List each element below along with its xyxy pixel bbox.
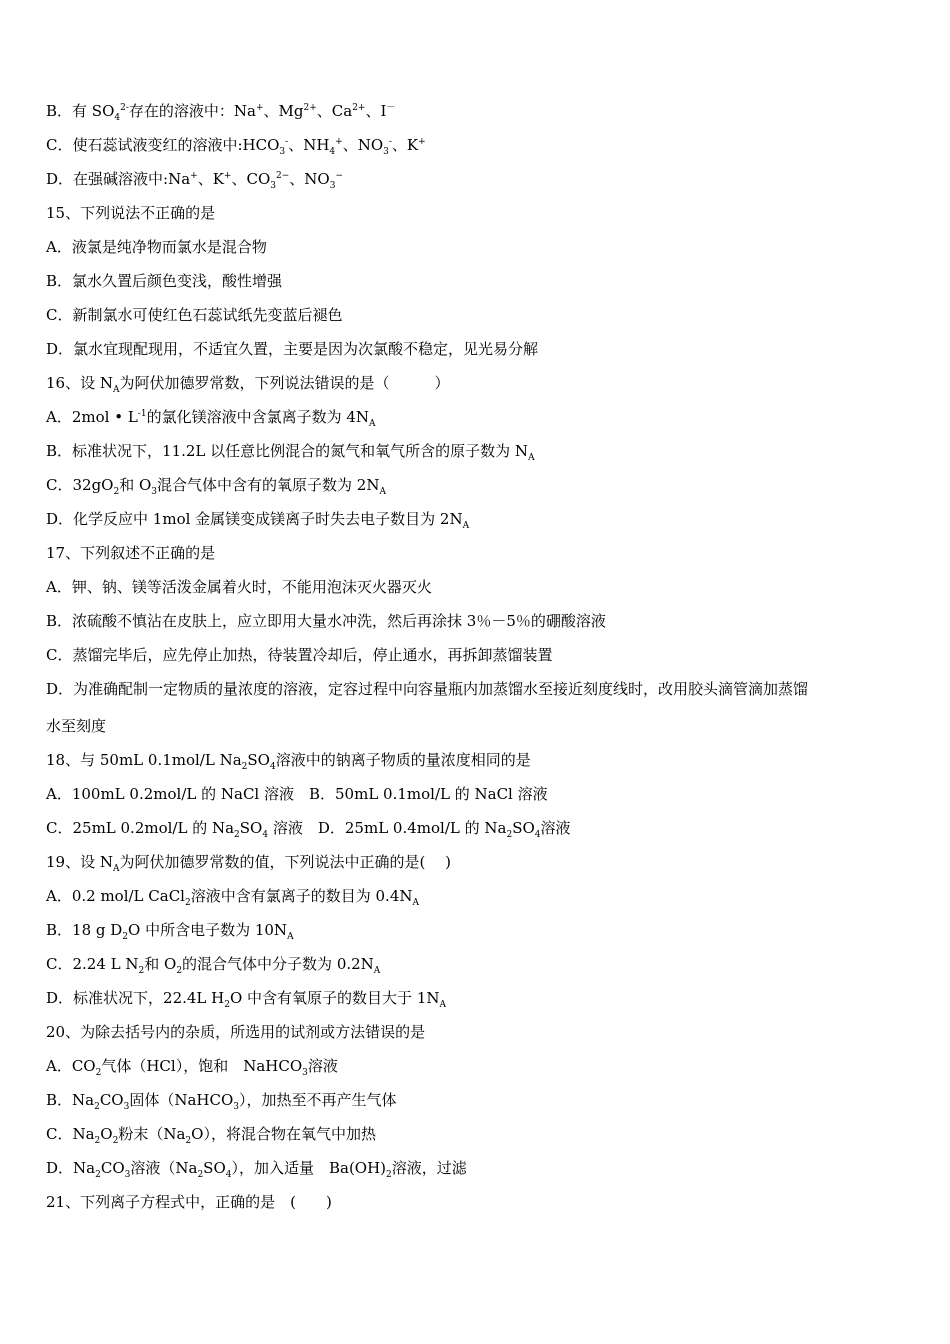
q19-option-a bbox=[46, 885, 910, 907]
text-segment: CO bbox=[99, 1091, 124, 1109]
text-segment: - bbox=[285, 137, 289, 147]
text-segment: 、I bbox=[365, 102, 387, 120]
q18-options-cd bbox=[46, 817, 910, 839]
text-segment: B．18 g D bbox=[46, 921, 123, 939]
q17-option-b bbox=[46, 610, 910, 632]
text-segment: A．液氯是纯净物而氯水是混合物 bbox=[46, 238, 267, 256]
q16-option-b bbox=[46, 440, 910, 462]
text-segment: O 中所含电子数为 10N bbox=[128, 921, 288, 939]
text-segment: 溶液中含有氯离子的数目为 0.4N bbox=[190, 887, 413, 905]
text-segment: + bbox=[418, 137, 426, 147]
text-segment: 2 bbox=[122, 932, 129, 942]
text-segment: 2 bbox=[138, 966, 145, 976]
text-segment: 化学反应中 1mol 金属镁变成镁离子时失去电子数目为 2N bbox=[73, 510, 463, 528]
text-segment: 2+ bbox=[303, 103, 317, 113]
text-segment: A bbox=[373, 966, 381, 976]
text-segment: C．25mL 0.2mol/L 的 Na bbox=[46, 819, 235, 837]
text-segment: D．Na bbox=[46, 1159, 96, 1177]
text-segment: 、K bbox=[197, 170, 224, 188]
text-segment: 、Ca bbox=[316, 102, 353, 120]
question-18 bbox=[46, 749, 910, 771]
text-segment: A bbox=[439, 1000, 446, 1010]
text-segment: 20、为除去括号内的杂质，所选用的试剂或方法错误的是 bbox=[46, 1023, 426, 1041]
text-segment: A bbox=[379, 487, 386, 497]
text-segment: 2 bbox=[176, 966, 183, 976]
q20-option-b bbox=[46, 1089, 910, 1111]
text-segment: 2 bbox=[113, 487, 120, 497]
text-segment: 2 bbox=[95, 1068, 102, 1078]
text-segment: 、NO bbox=[342, 136, 384, 154]
q17-option-d bbox=[46, 678, 910, 700]
text-segment: 2- bbox=[120, 103, 129, 113]
text-segment: A bbox=[112, 385, 120, 395]
text-segment: 15、下列说法不正确的是 bbox=[46, 204, 216, 222]
q15-option-c bbox=[46, 304, 910, 326]
text-segment: 2− bbox=[275, 171, 290, 181]
text-segment: C．Na bbox=[46, 1125, 95, 1143]
text-segment: 溶液中的钠离子物质的量浓度相同的是 bbox=[275, 751, 531, 769]
text-segment: SO bbox=[512, 819, 535, 837]
text-segment: 4 bbox=[269, 762, 276, 772]
text-segment: 2 bbox=[224, 1000, 230, 1010]
text-segment: − bbox=[335, 171, 343, 181]
question-20 bbox=[46, 1021, 910, 1043]
text-segment: 4 bbox=[114, 113, 121, 123]
text-segment: A bbox=[528, 453, 535, 463]
text-segment: 的混合气体中分子数为 0.2N bbox=[182, 955, 374, 973]
text-segment: ），加热至不再产生气体 bbox=[239, 1091, 397, 1109]
option-d-strong-base bbox=[46, 168, 910, 190]
text-segment: 、CO bbox=[231, 170, 271, 188]
text-segment: A．CO bbox=[46, 1057, 96, 1075]
text-segment: 在强碱溶液中:Na bbox=[73, 170, 191, 188]
text-segment: C． bbox=[46, 136, 73, 154]
text-segment: SO bbox=[239, 819, 263, 837]
text-segment: D．氯水宜现配现用，不适宜久置，主要是因为次氯酸不稳定，见光易分解 bbox=[46, 340, 539, 358]
text-segment: 、NH bbox=[288, 136, 330, 154]
text-segment: 2 bbox=[197, 1170, 204, 1180]
q17-option-a bbox=[46, 576, 910, 598]
text-segment: 、Mg bbox=[263, 102, 304, 120]
text-segment: 、NO bbox=[289, 170, 330, 188]
text-segment: C．新制氯水可使红色石蕊试纸先变蓝后褪色 bbox=[46, 306, 343, 324]
q16-option-d bbox=[46, 508, 910, 530]
text-segment: － bbox=[386, 103, 396, 113]
text-segment: D．为准确配制一定物质的量浓度的溶液，定容过程中向容量瓶内加蒸馏水至接近刻度线时，改用胶头滴管滴加蒸馏 bbox=[46, 680, 809, 698]
q15-option-a bbox=[46, 236, 910, 258]
text-segment: 2 bbox=[185, 898, 191, 908]
question-19 bbox=[46, 851, 910, 873]
text-segment: 水至刻度 bbox=[46, 717, 107, 735]
text-segment: 3 bbox=[124, 1170, 131, 1180]
q18-options-ab bbox=[46, 783, 910, 805]
text-segment: 2 bbox=[241, 762, 248, 772]
q16-option-a bbox=[46, 406, 910, 428]
q17-option-d-continued bbox=[46, 715, 910, 737]
text-segment: 的氯化镁溶液中含氯离子数为 4N bbox=[146, 408, 370, 426]
option-b-sulfate-ions bbox=[46, 100, 910, 122]
text-segment: A bbox=[369, 419, 376, 429]
text-segment: 2 bbox=[506, 830, 513, 840]
text-segment: 为阿伏加德罗常数的值，下列说法中正确的是( ) bbox=[119, 853, 451, 871]
text-segment: C．蒸馏完毕后，应先停止加热，待装置冷却后，停止通水，再拆卸蒸馏装置 bbox=[46, 646, 553, 664]
q15-option-d bbox=[46, 338, 910, 360]
text-segment: 19、设 N bbox=[46, 853, 113, 871]
text-segment: 溶液 bbox=[307, 1057, 338, 1075]
text-segment: B．氯水久置后颜色变浅，酸性增强 bbox=[46, 272, 283, 290]
text-segment: B．浓硫酸不慎沾在皮肤上，应立即用大量水冲洗，然后再涂抹 3％－5％的硼酸溶液 bbox=[46, 612, 606, 630]
text-segment: B． bbox=[46, 442, 73, 460]
text-segment: 2 bbox=[94, 1102, 100, 1112]
q19-option-b bbox=[46, 919, 910, 941]
text-segment: 4 bbox=[534, 830, 541, 840]
option-c-litmus-red bbox=[46, 134, 910, 156]
text-segment: O 中含有氧原子的数目大于 1N bbox=[229, 989, 440, 1007]
q15-option-b bbox=[46, 270, 910, 292]
text-segment: A bbox=[112, 864, 120, 874]
text-segment: A bbox=[412, 898, 419, 908]
text-segment: 固体（NaHCO bbox=[129, 1091, 234, 1109]
text-segment: 3 bbox=[383, 147, 389, 157]
q16-option-c bbox=[46, 474, 910, 496]
text-segment: 溶液，过滤 bbox=[391, 1159, 467, 1177]
text-segment: + bbox=[190, 171, 198, 181]
question-17 bbox=[46, 542, 910, 564]
question-21 bbox=[46, 1191, 910, 1213]
text-segment: 2 bbox=[95, 1170, 101, 1180]
question-15 bbox=[46, 202, 910, 224]
text-segment: A．0.2 mol/L CaCl bbox=[46, 887, 185, 905]
text-segment: A bbox=[462, 521, 470, 531]
text-segment: 2 bbox=[94, 1136, 101, 1146]
text-segment: 17、下列叙述不正确的是 bbox=[46, 544, 216, 562]
q20-option-c bbox=[46, 1123, 910, 1145]
text-segment: 2 bbox=[185, 1136, 192, 1146]
text-segment: + bbox=[335, 137, 343, 147]
text-segment: O），将混合物在氧气中加热 bbox=[191, 1125, 376, 1143]
text-segment: 4 bbox=[329, 147, 336, 157]
q19-option-c bbox=[46, 953, 910, 975]
q19-option-d bbox=[46, 987, 910, 1009]
text-segment: 3 bbox=[123, 1102, 130, 1112]
text-segment: SO bbox=[247, 751, 270, 769]
text-segment: 和 O bbox=[119, 476, 152, 494]
text-segment: 3 bbox=[233, 1102, 240, 1112]
text-segment: 3 bbox=[329, 181, 336, 191]
text-segment: 3 bbox=[302, 1068, 308, 1078]
text-segment: A．100mL 0.2mol/L 的 NaCl 溶液 B．50mL 0.1mol/L 的 NaCl 溶液 bbox=[46, 785, 548, 803]
text-segment: D． bbox=[46, 510, 74, 528]
text-segment: 16、设 N bbox=[46, 374, 113, 392]
text-segment: D．标准状况下，22.4L H bbox=[46, 989, 225, 1007]
text-segment: 18、与 50mL 0.1mol/L Na bbox=[46, 751, 242, 769]
q17-option-c bbox=[46, 644, 910, 666]
text-segment: 4 bbox=[262, 830, 269, 840]
text-segment: 使石蕊试液变红的溶液中:HCO bbox=[72, 136, 280, 154]
text-segment: 3 bbox=[151, 487, 158, 497]
text-segment: 32gO bbox=[72, 476, 114, 494]
text-segment: 21、下列离子方程式中，正确的是 ( ) bbox=[46, 1193, 332, 1211]
text-segment: A．钾、钠、镁等活泼金属着火时，不能用泡沫灭火器灭火 bbox=[46, 578, 432, 596]
text-segment: 气体（HCl），饱和 NaHCO bbox=[101, 1057, 303, 1075]
text-segment: A． bbox=[46, 408, 72, 426]
text-segment: 2mol • L bbox=[71, 408, 138, 426]
text-segment: 4 bbox=[225, 1170, 232, 1180]
text-segment: 有 SO bbox=[72, 102, 115, 120]
text-segment: 混合气体中含有的氧原子数为 2N bbox=[157, 476, 380, 494]
text-segment: 存在的溶液中：Na bbox=[128, 102, 256, 120]
text-segment: + bbox=[223, 171, 232, 181]
text-segment: 2 bbox=[234, 830, 240, 840]
text-segment: 、K bbox=[391, 136, 419, 154]
text-segment: 3 bbox=[279, 147, 286, 157]
text-segment: 粉末（Na bbox=[118, 1125, 186, 1143]
text-segment: C．2.24 L N bbox=[46, 955, 139, 973]
text-segment: 为阿伏加德罗常数，下列说法错误的是（ ） bbox=[119, 374, 450, 392]
text-segment: 2 bbox=[112, 1136, 119, 1146]
text-segment: 溶液 bbox=[540, 819, 571, 837]
text-segment: SO bbox=[203, 1159, 226, 1177]
text-segment: B．Na bbox=[46, 1091, 95, 1109]
text-segment: + bbox=[255, 103, 264, 113]
text-segment: 3 bbox=[270, 181, 276, 191]
text-segment: D． bbox=[46, 170, 74, 188]
text-segment: - bbox=[388, 137, 392, 147]
q20-option-a bbox=[46, 1055, 910, 1077]
text-segment: A bbox=[287, 932, 294, 942]
text-segment: O bbox=[100, 1125, 113, 1143]
text-segment: -1 bbox=[137, 409, 147, 419]
text-segment: 标准状况下，11.2L 以任意比例混合的氮气和氧气所含的原子数为 N bbox=[72, 442, 529, 460]
text-segment: B． bbox=[46, 102, 73, 120]
text-segment: 溶液 D．25mL 0.4mol/L 的 Na bbox=[268, 819, 507, 837]
text-segment: 溶液（Na bbox=[130, 1159, 198, 1177]
text-segment: 2 bbox=[386, 1170, 392, 1180]
question-16 bbox=[46, 372, 910, 394]
text-segment: ），加入适量 Ba(OH) bbox=[231, 1159, 387, 1177]
q20-option-d bbox=[46, 1157, 910, 1179]
text-segment: C． bbox=[46, 476, 73, 494]
text-segment: 2+ bbox=[352, 103, 366, 113]
text-segment: 和 O bbox=[144, 955, 177, 973]
text-segment: CO bbox=[100, 1159, 125, 1177]
